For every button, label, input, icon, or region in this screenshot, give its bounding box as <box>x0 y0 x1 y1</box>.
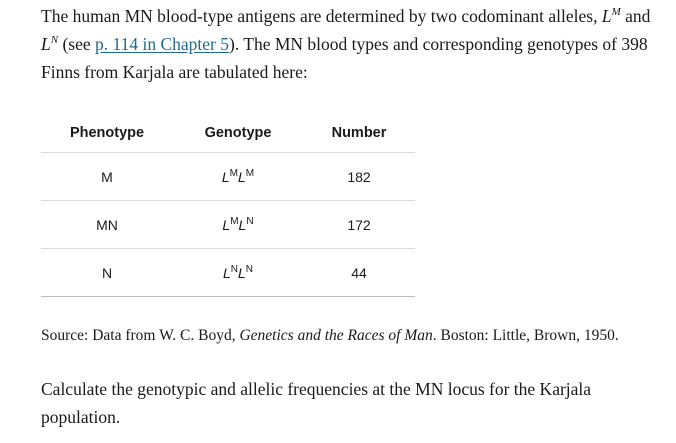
table-header-row <box>41 114 415 153</box>
cell-number: 182 <box>303 153 415 201</box>
chapter-link[interactable]: p. 114 in Chapter 5 <box>95 34 229 54</box>
header-number: Number <box>303 114 415 153</box>
cell-phenotype: M <box>41 153 173 201</box>
cell-genotype: $L^ML^M$ <box>173 153 303 201</box>
intro-and: and <box>620 6 651 26</box>
source-suffix: . Boston: Little, Brown, 1950. <box>432 327 619 344</box>
intro-see: (see <box>58 34 96 54</box>
cell-genotype: $L^NL^N$ <box>173 249 303 297</box>
source-prefix: Source: Data from W. C. Boyd, <box>41 327 240 344</box>
question-text: Calculate the genotypic and allelic frequencies at the MN locus for the Karjala population. <box>41 379 592 427</box>
cell-genotype: $L^ML^N$ <box>173 201 303 249</box>
table-row <box>41 249 415 297</box>
table-row <box>41 201 415 249</box>
mn-blood-type-table <box>41 114 415 297</box>
cell-phenotype: N <box>41 249 173 297</box>
allele-lm: $L^M$ <box>601 6 621 26</box>
header-genotype: Genotype <box>173 114 303 153</box>
table-row <box>41 153 415 201</box>
cell-number: 172 <box>303 201 415 249</box>
header-phenotype: Phenotype <box>41 114 173 153</box>
source-citation <box>41 326 671 346</box>
cell-phenotype: MN <box>41 201 173 249</box>
intro-text-2: ). The MN blood types and corresponding genotypes of 398 Finns from Karjala are tabulated here: <box>41 34 648 82</box>
allele-ln: $L^N$ <box>41 34 59 54</box>
cell-number: 44 <box>303 249 415 297</box>
intro-text-1: The human MN blood-type antigens are determined by two codominant alleles, <box>41 6 602 26</box>
intro-paragraph <box>41 2 661 86</box>
source-book-title: Genetics and the Races of Man <box>239 327 433 344</box>
